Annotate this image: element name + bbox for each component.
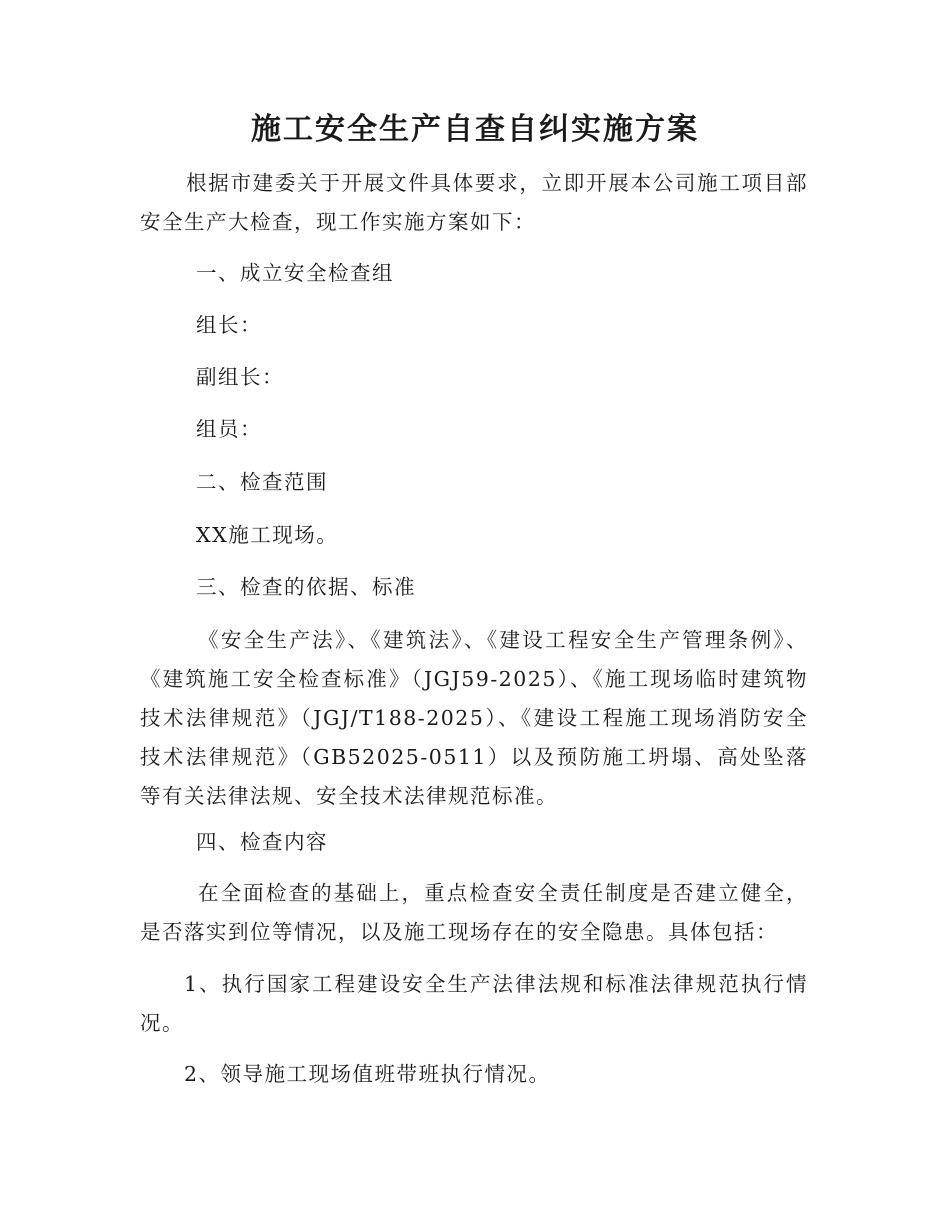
section-3-heading: 三、检查的依据、标准 (196, 575, 416, 599)
members-label: 组员： (196, 417, 262, 441)
item-2-paragraph: 2、领导施工现场值班带班执行情况。 (184, 1062, 551, 1086)
item-1-paragraph: 1、执行国家工程建设安全生产法律法规和标准法律规范执行情况。 (140, 972, 808, 1035)
basis-paragraph: 《安全生产法》、《建筑法》、《建设工程安全生产管理条例》、《建筑施工安全检查标准》（JGJ59-2025）、《施工现场临时建筑物技术法律规范》（JGJ/T188-2025）、《建设工程施工现场消防安全技术法律规范》（GB52025-0511）以及预防施工坍塌、高处坠落等有关法律法规、安全技术法律规范标准。 (140, 628, 808, 808)
scope-text: XX施工现场。 (196, 523, 339, 547)
section-4-heading: 四、检查内容 (196, 830, 328, 854)
intro-paragraph: 根据市建委关于开展文件具体要求，立即开展本公司施工项目部安全生产大检查，现工作实施方案如下： (140, 171, 808, 234)
deputy-leader-label: 副组长： (196, 365, 284, 389)
document-title: 施工安全生产自查自纠实施方案 (251, 112, 699, 147)
leader-label: 组长： (196, 313, 262, 337)
section-2-heading: 二、检查范围 (196, 470, 328, 494)
content-intro-paragraph: 在全面检查的基础上，重点检查安全责任制度是否建立健全，是否落实到位等情况，以及施工现场存在的安全隐患。具体包括： (140, 881, 808, 944)
section-1-heading: 一、成立安全检查组 (196, 261, 394, 285)
